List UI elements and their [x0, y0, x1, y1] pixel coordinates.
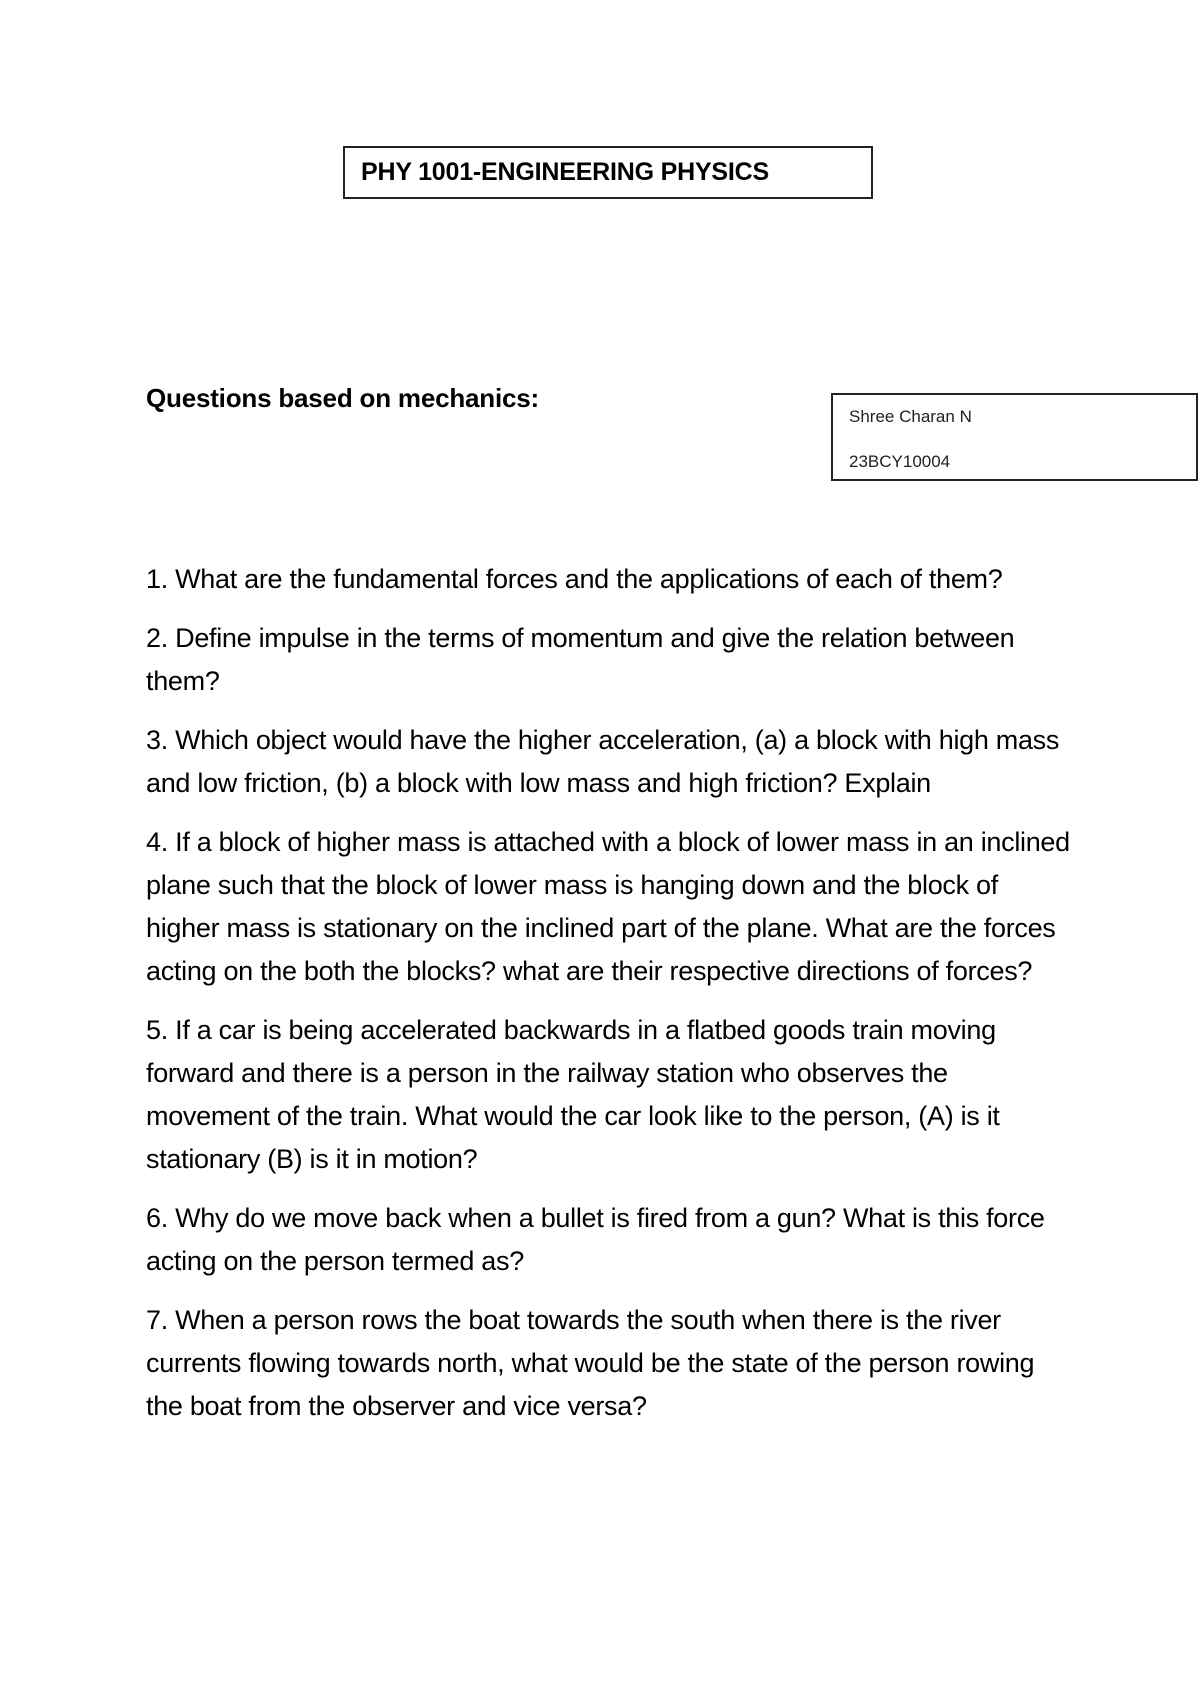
course-title-box [343, 146, 873, 199]
student-info-box [831, 393, 1198, 481]
question-5: 5. If a car is being accelerated backwards in a flatbed goods train moving forward and there is a person in the railway station who observes the movement of the train. What would the car look like to the person, (A) is it stationary (B) is it in motion? [146, 1015, 1000, 1174]
question-3: 3. Which object would have the higher acceleration, (a) a block with high mass and low friction, (b) a block with low mass and high friction? Explain [146, 725, 1060, 798]
question-list [146, 558, 1076, 1444]
question-7: 7. When a person rows the boat towards the south when there is the river currents flowing towards north, what would be the state of the person rowing the boat from the observer and vice versa? [146, 1305, 1035, 1421]
question-2: 2. Define impulse in the terms of momentum and give the relation between them? [146, 623, 1015, 696]
question-1: 1. What are the fundamental forces and the applications of each of them? [146, 564, 1003, 594]
section-heading: Questions based on mechanics: [146, 383, 539, 413]
student-id: 23BCY10004 [849, 452, 951, 471]
course-title: PHY 1001-ENGINEERING PHYSICS [361, 158, 769, 186]
question-6: 6. Why do we move back when a bullet is fired from a gun? What is this force acting on the person termed as? [146, 1203, 1045, 1276]
question-4: 4. If a block of higher mass is attached with a block of lower mass in an inclined plane such that the block of lower mass is hanging down and the block of higher mass is stationary on the inclined part of the plane. What are the forces acting on the both the blocks? what are their respective directions of forces? [146, 827, 1070, 986]
student-name: Shree Charan N [849, 407, 972, 426]
